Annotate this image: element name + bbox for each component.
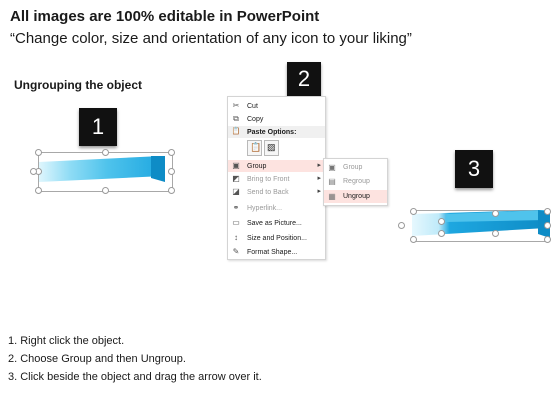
- menu-item-copy[interactable]: [228, 113, 325, 125]
- chevron-right-icon: ▸: [317, 162, 321, 169]
- send-to-back-icon: ◪: [232, 187, 240, 196]
- menu-item-label: Bring to Front: [247, 176, 290, 183]
- resize-handle[interactable]: [35, 149, 42, 156]
- rotate-handle[interactable]: [398, 222, 405, 229]
- menu-item-label: Cut: [247, 103, 258, 110]
- resize-handle[interactable]: [492, 230, 499, 237]
- menu-item-label: Paste Options:: [247, 129, 297, 136]
- resize-handle[interactable]: [102, 149, 109, 156]
- menu-item-label: Group: [247, 163, 267, 170]
- resize-handle[interactable]: [544, 208, 551, 215]
- scissors-icon: ✂: [232, 101, 240, 110]
- resize-handle[interactable]: [102, 187, 109, 194]
- resize-handle[interactable]: [438, 218, 445, 225]
- menu-item-format-shape[interactable]: [228, 246, 325, 258]
- instruction-step-3: 3. Click beside the object and drag the arrow over it.: [8, 371, 262, 383]
- step-3-object[interactable]: [398, 204, 556, 246]
- resize-handle[interactable]: [492, 210, 499, 217]
- menu-item-bring-to-front[interactable]: [228, 173, 325, 185]
- menu-item-save-as-picture[interactable]: [228, 217, 325, 229]
- menu-item-label: Format Shape...: [247, 249, 298, 256]
- resize-handle[interactable]: [410, 236, 417, 243]
- submenu-item-ungroup[interactable]: [324, 190, 387, 203]
- menu-item-hyperlink[interactable]: [228, 202, 325, 214]
- group-submenu: [323, 158, 388, 206]
- format-shape-icon: ✎: [232, 247, 240, 256]
- menu-item-label: Hyperlink...: [247, 205, 283, 212]
- paste-option-picture[interactable]: [264, 140, 279, 156]
- submenu-item-group[interactable]: [324, 161, 387, 174]
- paste-option-keep-formatting[interactable]: [247, 140, 262, 156]
- menu-item-group[interactable]: [228, 160, 325, 172]
- menu-item-paste-options: [228, 126, 325, 138]
- resize-handle[interactable]: [168, 168, 175, 175]
- ribbon-arrow-shape[interactable]: [412, 208, 552, 242]
- resize-handle[interactable]: [35, 187, 42, 194]
- menu-item-cut[interactable]: [228, 100, 325, 112]
- clipboard-icon: 📋: [250, 142, 262, 152]
- picture-icon: ▨: [267, 142, 276, 152]
- submenu-item-label: Ungroup: [343, 193, 370, 200]
- chevron-right-icon: ▸: [317, 188, 321, 195]
- ribbon-arrow-shape[interactable]: [39, 154, 171, 190]
- ungroup-icon: ▦: [328, 192, 336, 201]
- step-1-badge: 1: [79, 108, 117, 146]
- regroup-icon: ▤: [328, 177, 336, 186]
- context-menu: [227, 96, 326, 260]
- resize-handle[interactable]: [410, 208, 417, 215]
- section-title: Ungrouping the object: [14, 78, 142, 92]
- menu-item-send-to-back[interactable]: [228, 186, 325, 198]
- submenu-item-label: Regroup: [343, 178, 370, 185]
- step-2-badge: 2: [287, 62, 321, 96]
- submenu-item-label: Group: [343, 164, 363, 171]
- instruction-step-2: 2. Choose Group and then Ungroup.: [8, 353, 186, 365]
- hyperlink-icon: ⚭: [232, 203, 240, 212]
- menu-item-label: Save as Picture...: [247, 220, 302, 227]
- menu-item-label: Copy: [247, 116, 264, 123]
- resize-handle[interactable]: [544, 222, 551, 229]
- menu-item-label: Send to Back: [247, 189, 289, 196]
- group-icon: ▣: [232, 161, 240, 170]
- page-title: All images are 100% editable in PowerPoint: [10, 8, 320, 25]
- step-1-object[interactable]: [30, 148, 180, 198]
- resize-handle[interactable]: [544, 236, 551, 243]
- bring-to-front-icon: ◩: [232, 174, 240, 183]
- clipboard-icon: 📋: [231, 128, 241, 135]
- menu-item-label: Size and Position...: [247, 235, 307, 242]
- resize-handle[interactable]: [168, 187, 175, 194]
- rotate-handle[interactable]: [30, 168, 37, 175]
- resize-handle[interactable]: [438, 230, 445, 237]
- instruction-step-1: 1. Right click the object.: [8, 335, 125, 347]
- instruction-list: [8, 332, 262, 386]
- submenu-item-regroup[interactable]: [324, 175, 387, 188]
- copy-icon: ⧉: [233, 114, 239, 123]
- save-picture-icon: ▭: [232, 218, 240, 227]
- page-subtitle: “Change color, size and orientation of any icon to your liking”: [10, 30, 412, 47]
- resize-handle[interactable]: [168, 149, 175, 156]
- chevron-right-icon: ▸: [317, 175, 321, 182]
- menu-item-size-and-position[interactable]: [228, 232, 325, 244]
- size-position-icon: ↕: [234, 233, 238, 242]
- step-3-badge: 3: [455, 150, 493, 188]
- group-icon: ▣: [328, 163, 336, 172]
